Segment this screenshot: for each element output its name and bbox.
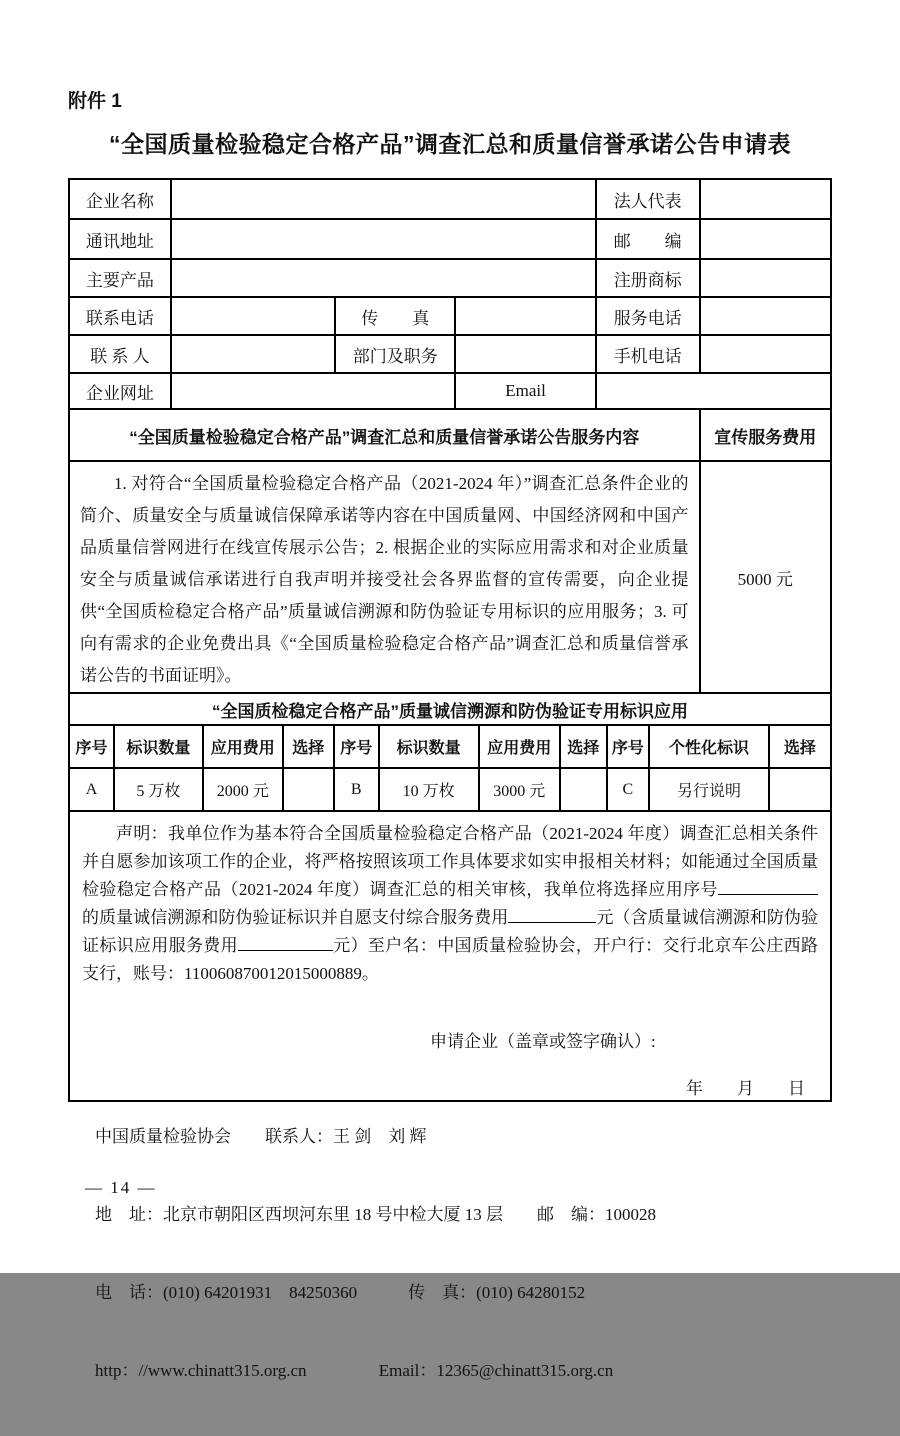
- declaration-row: [69, 811, 831, 1101]
- label-columns-row: [69, 725, 831, 768]
- label-email: Email: [455, 373, 596, 409]
- page-number: — 14 —: [85, 1178, 157, 1197]
- label-options-row: [69, 768, 831, 811]
- label-legal-representative: 法人代表: [596, 179, 700, 219]
- value-mobile-phone: [700, 335, 832, 373]
- declaration-paragraph: [82, 820, 818, 988]
- col-select-a: 选择: [283, 725, 334, 768]
- label-section-header-row: [69, 693, 831, 725]
- declaration-text-1: 声明：我单位作为基本符合全国质量检验稳定合格产品（2021-2024 年度）调查汇总相关条件并自愿参加该项工作的企业，将严格按照该项工作具体要求如实申报相关材料；如能通过全国质量检验稳定合格产品（2021-2024 年度）调查汇总的相关审核，我单位将选择应用序号: [82, 824, 818, 899]
- label-fax: 传 真: [335, 297, 455, 335]
- label-mailing-address: 通讯地址: [69, 219, 171, 259]
- date-label: 年 月 日: [686, 1079, 805, 1098]
- value-company-website: [171, 373, 456, 409]
- option-b-serial: B: [334, 768, 379, 811]
- label-section-header: “全国质检稳定合格产品”质量诚信溯源和防伪验证专用标识应用: [69, 693, 831, 725]
- footer-association-contact: 中国质量检验协会 联系人：王 剑 刘 辉: [95, 1127, 427, 1146]
- company-info-table: [68, 178, 832, 694]
- declaration-table: [68, 810, 832, 1102]
- label-application-table: [68, 692, 832, 812]
- option-a-select-cell: [283, 768, 334, 811]
- value-legal-representative: [700, 179, 832, 219]
- table-row: [69, 335, 831, 373]
- page-title: “全国质量检验稳定合格产品”调查汇总和质量信誉承诺公告申请表: [109, 131, 791, 157]
- col-serial-c: 序号: [607, 725, 650, 768]
- attachment-label: 附件 1: [68, 91, 122, 112]
- col-select-b: 选择: [560, 725, 606, 768]
- application-form: [68, 178, 832, 1102]
- table-row: [69, 373, 831, 409]
- service-content-header: “全国质量检验稳定合格产品”调查汇总和质量信誉承诺公告服务内容: [69, 409, 700, 461]
- value-contact-phone: [171, 297, 336, 335]
- label-postal-code: 邮 编: [596, 219, 700, 259]
- label-mobile-phone: 手机电话: [596, 335, 700, 373]
- option-a-fee: 2000 元: [203, 768, 283, 811]
- value-service-phone: [700, 297, 832, 335]
- label-main-products: 主要产品: [69, 259, 171, 297]
- value-postal-code: [700, 219, 832, 259]
- col-quantity-b: 标识数量: [379, 725, 479, 768]
- label-company-name: 企业名称: [69, 179, 171, 219]
- declaration-text-3: 元（含质量诚信溯源和防伪验证标识应用服务费用: [82, 908, 819, 955]
- col-serial-a: 序号: [69, 725, 114, 768]
- option-a-serial: A: [69, 768, 114, 811]
- option-a-quantity: 5 万枚: [114, 768, 203, 811]
- declaration-text-4: 元）至户名：中国质量检验协会，开户行：交行北京车公庄西路支行，账号：110060870012015000889。: [82, 936, 819, 983]
- value-mailing-address: [171, 219, 596, 259]
- service-content-row: [69, 461, 831, 693]
- option-c-custom: 另行说明: [649, 768, 769, 811]
- footer-website-email: http：//www.chinatt315.org.cn Email：12365@chinatt315.org.cn: [95, 1361, 614, 1380]
- table-row: [69, 219, 831, 259]
- col-fee-a: 应用费用: [203, 725, 283, 768]
- blank-serial-number: [718, 878, 818, 895]
- label-company-website: 企业网址: [69, 373, 171, 409]
- option-b-select-cell: [560, 768, 606, 811]
- value-department-position: [455, 335, 596, 373]
- value-main-products: [171, 259, 596, 297]
- value-contact-person: [171, 335, 336, 373]
- label-contact-person: 联 系 人: [69, 335, 171, 373]
- label-registered-trademark: 注册商标: [596, 259, 700, 297]
- value-email: [596, 373, 831, 409]
- label-department-position: 部门及职务: [335, 335, 455, 373]
- value-fax: [455, 297, 596, 335]
- service-content-cell: [69, 461, 700, 693]
- option-b-quantity: 10 万枚: [379, 768, 479, 811]
- option-c-select-cell: [769, 768, 831, 811]
- declaration-text-2: 的质量诚信溯源和防伪验证标识并自愿支付综合服务费用: [82, 908, 509, 927]
- value-registered-trademark: [700, 259, 832, 297]
- footer-address-postcode: 地 址：北京市朝阳区西坝河东里 18 号中检大厦 13 层 邮 编：100028: [95, 1205, 656, 1224]
- table-row: [69, 297, 831, 335]
- declaration-cell: [69, 811, 831, 1101]
- service-header-row: [69, 409, 831, 461]
- blank-label-fee: [238, 934, 333, 951]
- value-company-name: [171, 179, 596, 219]
- service-content-paragraph: 1. 对符合“全国质量检验稳定合格产品（2021-2024 年）”调查汇总条件企业的简介、质量安全与质量诚信保障承诺等内容在中国质量网、中国经济网和中国产品质量信誉网进行在线宣传展示公告；2. 根据企业的实际应用需求和对企业质量安全与质量诚信承诺进行自我声明并接受社会各界监督的宣传需要，向企业提供“全国质检稳定合格产品”质量诚信溯源和防伪验证专用标识的应用服务；3. 可向有需求的企业免费出具《“全国质量检验稳定合格产品”调查汇总和质量信誉承诺公告的书面证明》。: [80, 474, 689, 685]
- col-serial-b: 序号: [334, 725, 379, 768]
- blank-total-fee: [508, 906, 596, 923]
- col-quantity-a: 标识数量: [114, 725, 203, 768]
- contact-footer: [95, 1072, 656, 1436]
- footer-phone-fax: 电 话：(010) 64201931 84250360 传 真：(010) 64280152: [95, 1283, 586, 1302]
- service-fee-value: 5000 元: [700, 461, 832, 693]
- table-row: [69, 179, 831, 219]
- option-b-fee: 3000 元: [479, 768, 561, 811]
- service-fee-header: 宣传服务费用: [700, 409, 832, 461]
- col-custom-label: 个性化标识: [649, 725, 769, 768]
- col-fee-b: 应用费用: [479, 725, 561, 768]
- label-service-phone: 服务电话: [596, 297, 700, 335]
- signature-label: 申请企业（盖章或签字确认）:: [430, 1032, 656, 1051]
- table-row: [69, 259, 831, 297]
- label-contact-phone: 联系电话: [69, 297, 171, 335]
- option-c-serial: C: [607, 768, 650, 811]
- col-select-c: 选择: [769, 725, 831, 768]
